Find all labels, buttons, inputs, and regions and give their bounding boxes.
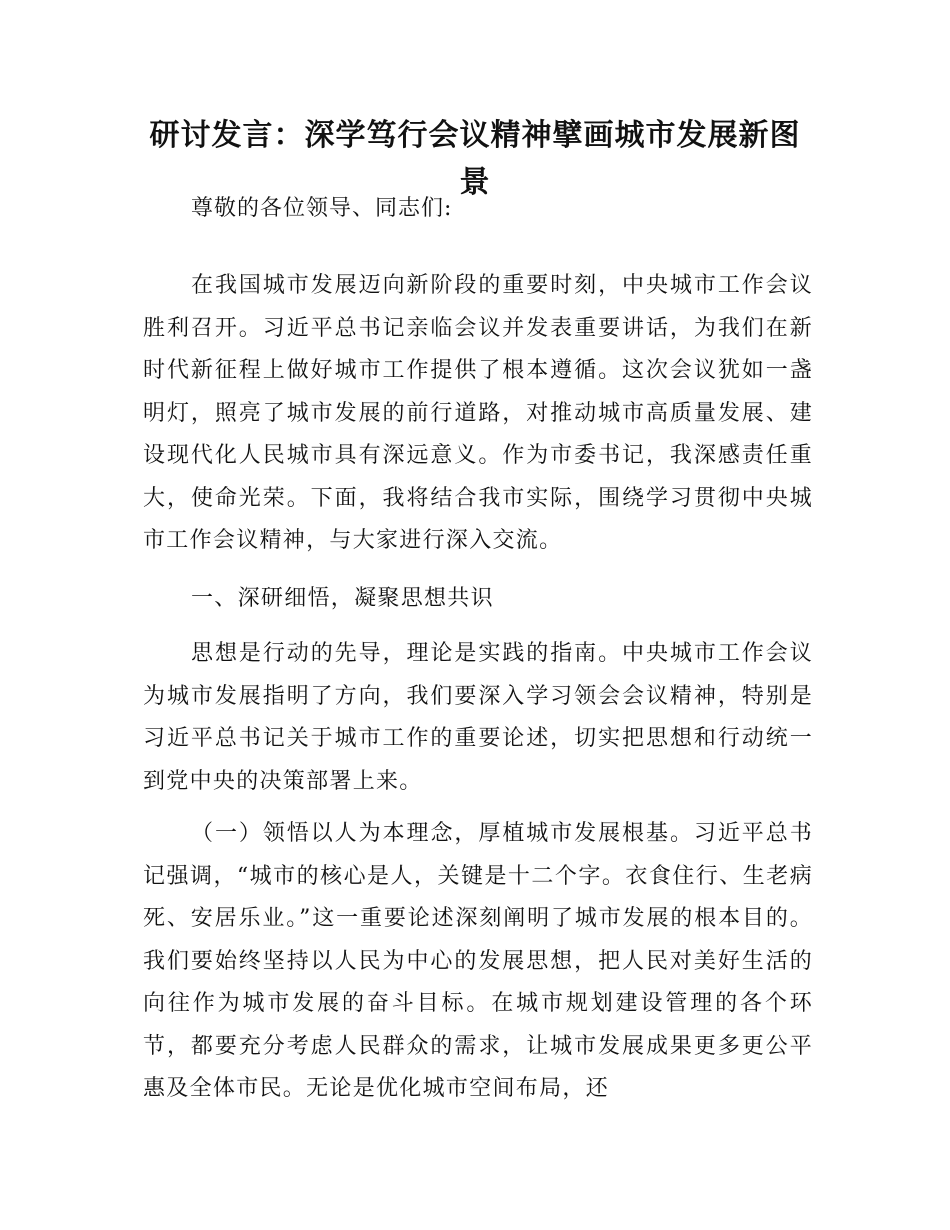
salutation: 尊敬的各位领导、同志们: [191,196,453,221]
paragraph-intro: 在我国城市发展迈向新阶段的重要时刻，中央城市工作会议胜利召开。习近平总书记亲临会议并发表重要讲话，为我们在新时代新征程上做好城市工作提供了根本遵循。这次会议犹如一盏明灯，照亮了城市发展的前行道路，对推动城市高质量发展、建设现代化人民城市具有深远意义。作为市委书记，我深感责任重大，使命光荣。下面，我将结合我市实际，围绕学习贯彻中央城市工作会议精神，与大家进行深入交流。 [143,273,813,553]
document-title: 研讨发言：深学笃行会议精神擘画城市发展新图景 [149,118,801,200]
paragraph-subsection-one: （一）领悟以人为本理念，厚植城市发展根基。习近平总书记强调，“城市的核心是人，关键是十二个字。衣食住行、生老病死、安居乐业。”这一重要论述深刻阐明了城市发展的根本目的。我们要始终坚持以人民为中心的发展思想，把人民对美好生活的向往作为城市发展的奋斗目标。在城市规划建设管理的各个环节，都要充分考虑人民群众的需求，让城市发展成果更多更公平惠及全体市民。无论是优化城市空间布局，还 [143,821,813,1101]
paragraph-section-intro: 思想是行动的先导，理论是实践的指南。中央城市工作会议为城市发展指明了方向，我们要深入学习领会会议精神，特别是习近平总书记关于城市工作的重要论述，切实把思想和行动统一到党中央的决策部署上来。 [143,641,813,794]
section-heading: 一、深研细悟，凝聚思想共识 [191,586,494,611]
